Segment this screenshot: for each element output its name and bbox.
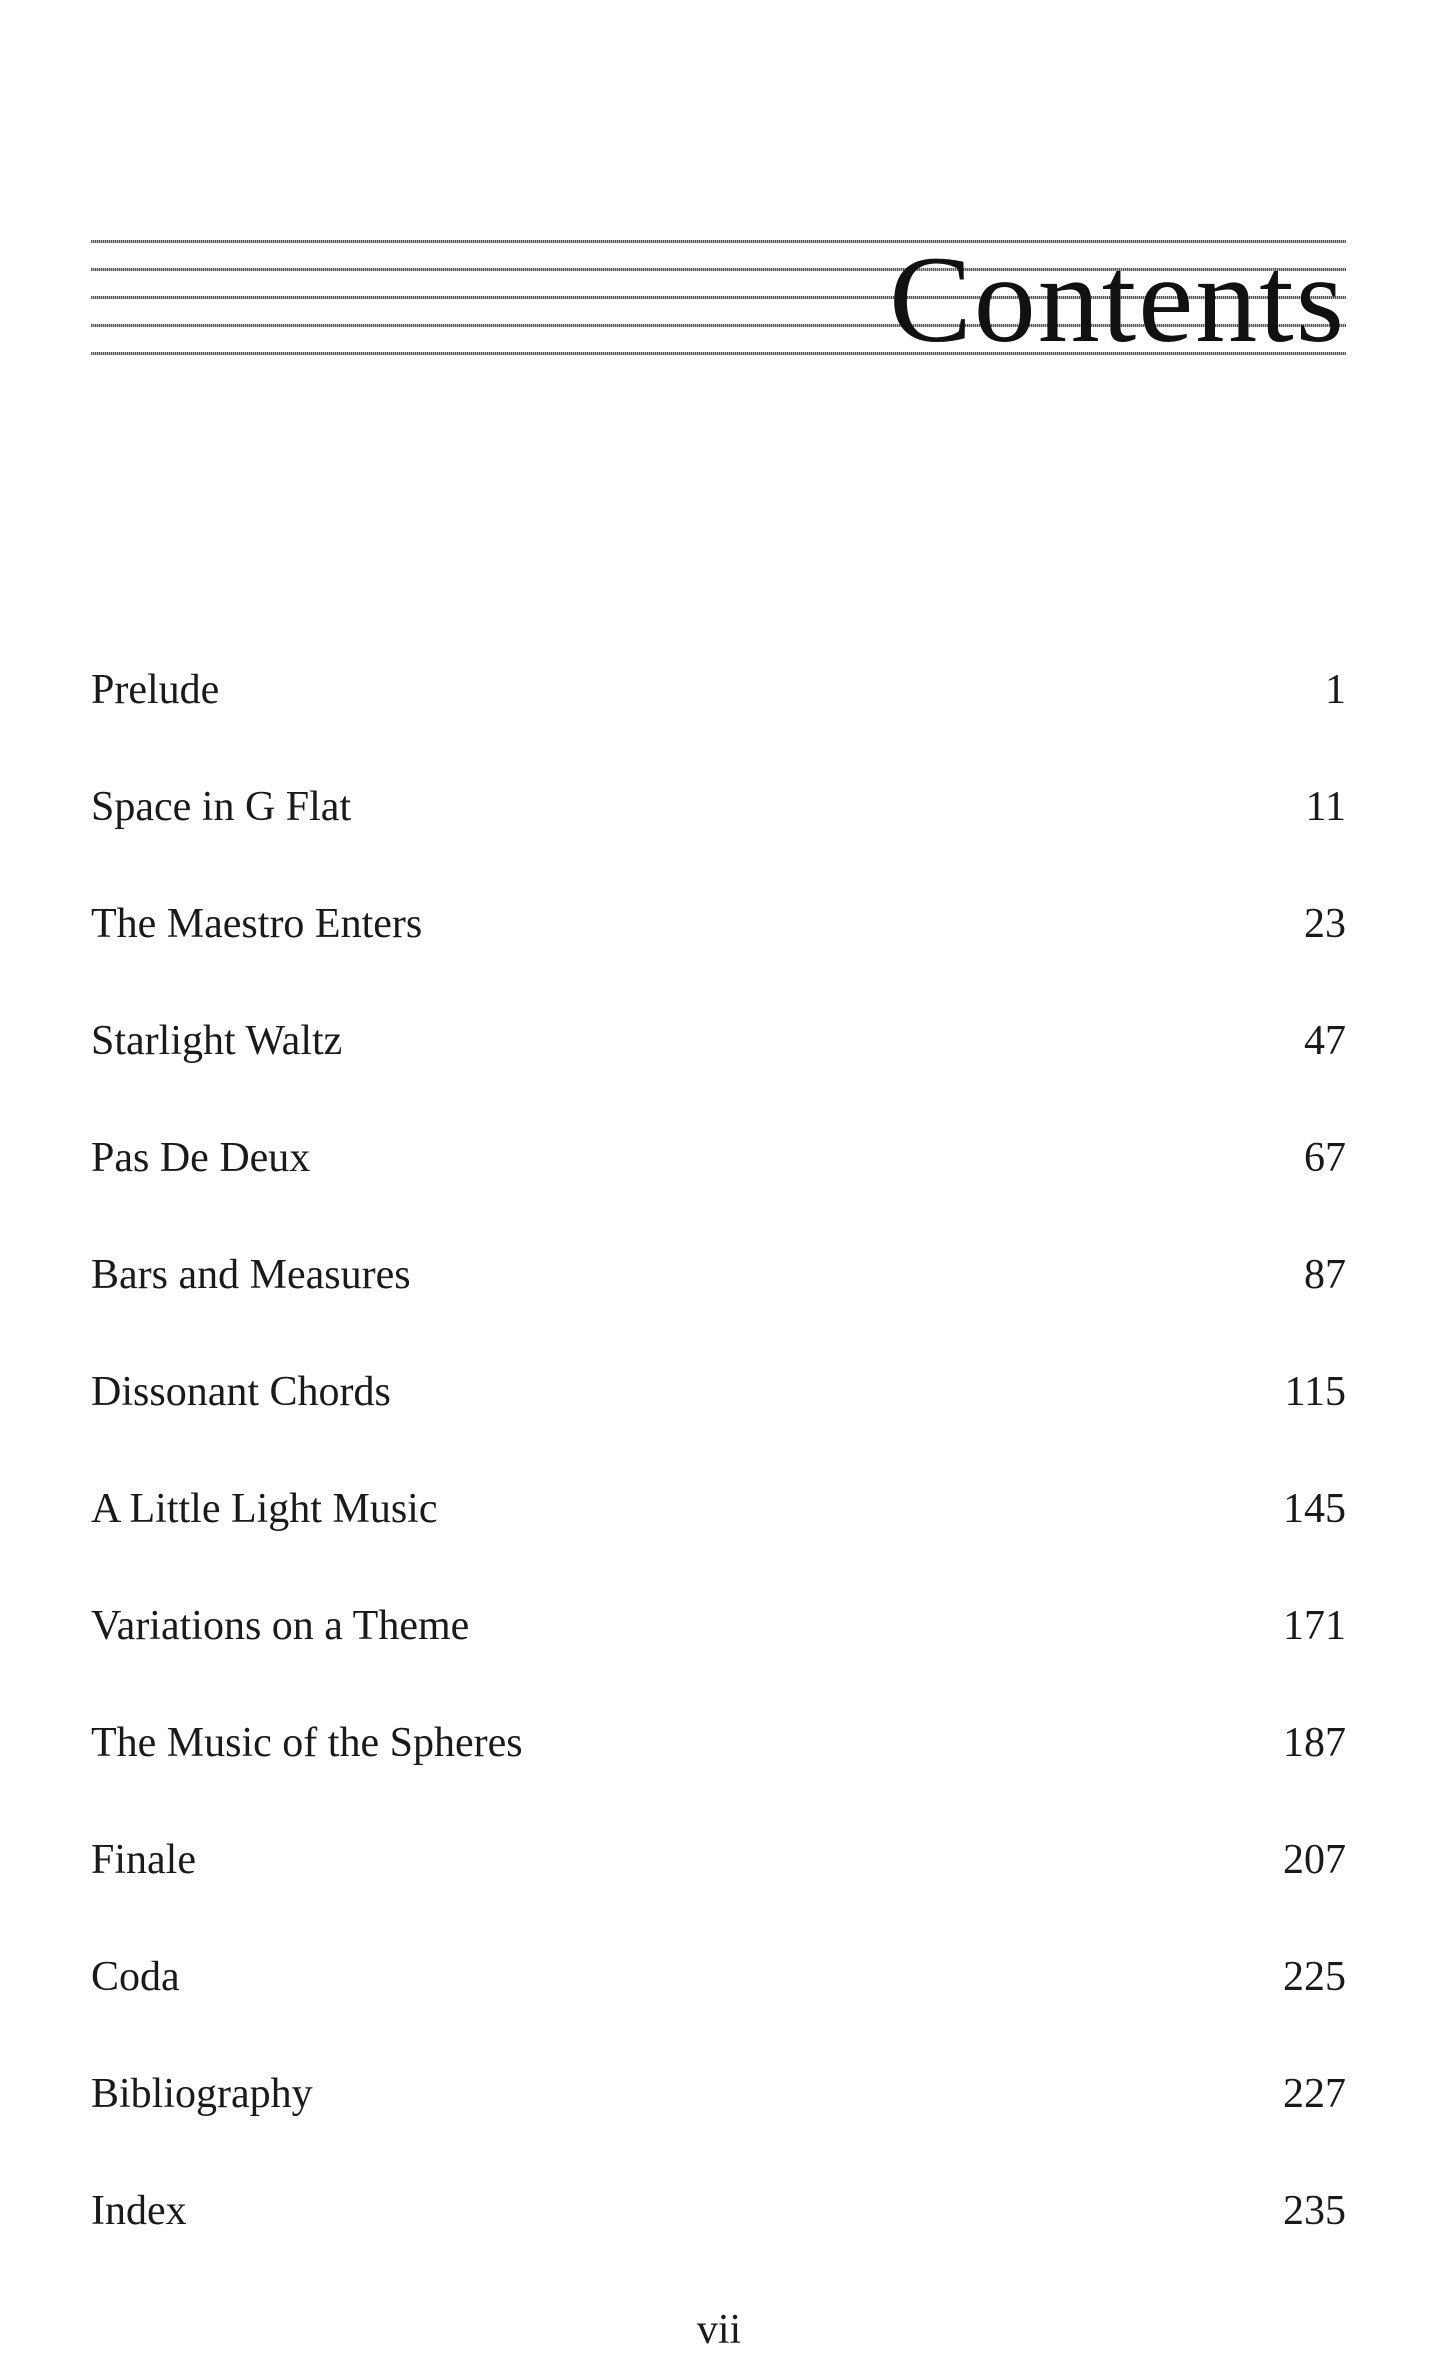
toc-entry-page-number: 47 — [1304, 1018, 1346, 1064]
toc-entry-page-number: 67 — [1304, 1135, 1346, 1181]
toc-entry-page-number: 145 — [1283, 1486, 1346, 1532]
toc-entry-title: Index — [91, 2188, 187, 2234]
toc-entry-title: Bars and Measures — [91, 1252, 411, 1298]
toc-entry-page-number: 1 — [1325, 667, 1346, 713]
toc-entry-title: Dissonant Chords — [91, 1369, 391, 1415]
toc-entry-title: The Maestro Enters — [91, 901, 423, 947]
toc-entry-page-number: 235 — [1283, 2188, 1346, 2234]
toc-entry-page-number: 171 — [1283, 1603, 1346, 1649]
toc-entry — [91, 1233, 1346, 1350]
toc-entry — [91, 1584, 1346, 1701]
page-number: vii — [696, 2307, 742, 2353]
toc-entry-title: Starlight Waltz — [91, 1018, 343, 1064]
toc-entry-page-number: 207 — [1283, 1837, 1346, 1883]
toc-entry — [91, 648, 1346, 765]
toc-entry-page-number: 11 — [1305, 784, 1346, 830]
toc-entry — [91, 765, 1346, 882]
toc-entry-title: Variations on a Theme — [91, 1603, 470, 1649]
toc-entry-title: Bibliography — [91, 2071, 313, 2117]
toc-entry-page-number: 227 — [1283, 2071, 1346, 2117]
toc-entry-page-number: 23 — [1304, 901, 1346, 947]
page-title: Contents — [889, 231, 1346, 368]
toc-entry-title: Finale — [91, 1837, 196, 1883]
toc-entry — [91, 882, 1346, 999]
toc-entry-page-number: 87 — [1304, 1252, 1346, 1298]
toc-entry — [91, 999, 1346, 1116]
toc-entry-title: A Little Light Music — [91, 1486, 438, 1532]
table-of-contents — [91, 648, 1346, 2286]
toc-entry-page-number: 115 — [1284, 1369, 1346, 1415]
toc-entry — [91, 1701, 1346, 1818]
toc-entry-title: Pas De Deux — [91, 1135, 311, 1181]
toc-entry-page-number: 225 — [1283, 1954, 1346, 2000]
toc-entry — [91, 1935, 1346, 2052]
toc-entry-page-number: 187 — [1283, 1720, 1346, 1766]
toc-entry-title: Space in G Flat — [91, 784, 352, 830]
toc-entry — [91, 2169, 1346, 2286]
toc-entry-title: Coda — [91, 1954, 180, 2000]
toc-entry — [91, 1350, 1346, 1467]
toc-entry-title: The Music of the Spheres — [91, 1720, 523, 1766]
toc-entry — [91, 1116, 1346, 1233]
toc-entry — [91, 2052, 1346, 2169]
toc-entry-title: Prelude — [91, 667, 220, 713]
toc-entry — [91, 1818, 1346, 1935]
toc-entry — [91, 1467, 1346, 1584]
